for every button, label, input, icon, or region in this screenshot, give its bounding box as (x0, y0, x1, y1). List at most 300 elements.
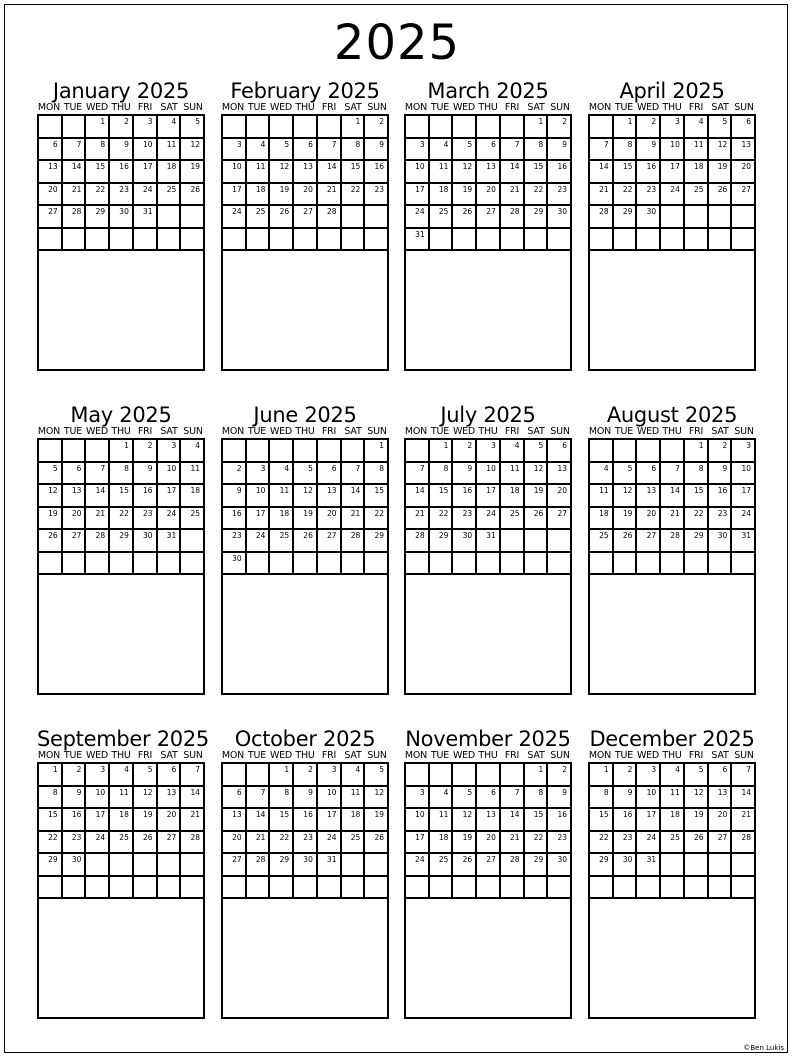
day-cell (181, 206, 205, 229)
day-cell (614, 116, 638, 139)
day-cell (548, 787, 572, 810)
day-cell (39, 463, 63, 486)
day-number: 12 (462, 810, 473, 819)
weekday-label: FRI (688, 102, 704, 113)
day-number: 6 (746, 117, 751, 126)
weekday-label: TUE (430, 750, 450, 761)
day-cell (477, 787, 501, 810)
day-number: 7 (76, 139, 82, 149)
day-number: 12 (622, 486, 633, 495)
day-number: 8 (603, 787, 609, 797)
day-cell (430, 161, 454, 184)
day-number: 21 (510, 184, 520, 194)
day-cell (270, 139, 294, 162)
day-number: 29 (622, 207, 633, 216)
day-number: 1 (124, 441, 129, 450)
day-cell (181, 184, 205, 207)
day-number: 22 (279, 832, 290, 842)
day-number: 27 (327, 531, 337, 540)
day-cell (86, 553, 110, 576)
day-number: 18 (438, 832, 449, 842)
day-number: 10 (327, 787, 337, 797)
day-cell (709, 809, 733, 832)
day-number: 12 (694, 787, 704, 797)
day-cell (181, 161, 205, 184)
day-number: 2 (76, 765, 82, 774)
day-number: 27 (486, 207, 496, 216)
day-cell (525, 809, 549, 832)
day-cell (661, 877, 685, 900)
day-cell (342, 809, 366, 832)
day-cell (39, 854, 63, 877)
day-number: 24 (166, 508, 177, 518)
weekday-header (588, 426, 756, 438)
weekday-label: MON (221, 750, 245, 761)
weekday-label: SAT (711, 750, 729, 761)
day-cell (406, 139, 430, 162)
day-number: 2 (467, 441, 473, 450)
day-cell (430, 485, 454, 508)
day-number: 18 (350, 810, 361, 819)
day-cell (709, 854, 733, 877)
day-cell (342, 854, 366, 877)
day-number: 4 (514, 441, 520, 450)
day-number: 26 (303, 531, 313, 540)
day-cell (453, 530, 477, 553)
day-number: 27 (646, 531, 657, 540)
day-cell (430, 553, 454, 576)
weekday-label: FRI (688, 750, 704, 761)
day-number: 2 (124, 117, 129, 126)
day-number: 13 (486, 162, 496, 171)
day-number: 13 (166, 787, 177, 797)
day-cell (223, 508, 247, 531)
day-cell (477, 116, 501, 139)
day-number: 15 (48, 810, 58, 819)
day-number: 17 (415, 184, 425, 194)
day-cell (590, 184, 614, 207)
day-cell (181, 809, 205, 832)
day-number: 24 (232, 207, 242, 216)
day-cell (525, 463, 549, 486)
day-cell (63, 809, 87, 832)
weekday-label: FRI (137, 102, 153, 113)
day-number: 26 (374, 832, 384, 842)
day-cell (525, 206, 549, 229)
day-cell (590, 485, 614, 508)
day-cell (247, 764, 271, 787)
day-cell (158, 116, 182, 139)
day-cell (223, 764, 247, 787)
day-cell (548, 530, 572, 553)
day-number: 8 (355, 139, 361, 149)
day-cell (342, 440, 366, 463)
day-number: 8 (443, 463, 449, 473)
day-number: 1 (627, 117, 633, 126)
month-title: April 2025 (619, 79, 725, 103)
day-number: 7 (100, 463, 106, 473)
day-cell (477, 764, 501, 787)
weekday-label: TUE (63, 102, 83, 113)
day-number: 29 (374, 531, 384, 540)
day-cell (365, 764, 389, 787)
day-cell (342, 463, 366, 486)
day-cell (732, 161, 756, 184)
day-number: 11 (190, 463, 200, 473)
month-title: August 2025 (606, 403, 738, 427)
day-number: 13 (232, 810, 242, 819)
day-number: 27 (717, 832, 728, 842)
day-cell (223, 832, 247, 855)
day-number: 26 (48, 531, 58, 540)
day-cell (181, 854, 205, 877)
day-cell (430, 139, 454, 162)
day-cell (158, 440, 182, 463)
day-cell (110, 530, 134, 553)
day-cell (318, 161, 342, 184)
day-cell (294, 787, 318, 810)
day-cell (158, 184, 182, 207)
day-number: 9 (627, 787, 633, 797)
day-number: 6 (722, 765, 728, 774)
day-cell (548, 206, 572, 229)
day-number: 15 (119, 486, 129, 495)
day-cell (501, 229, 525, 252)
day-cell (270, 463, 294, 486)
day-number: 6 (52, 139, 58, 149)
day-number: 9 (722, 463, 728, 473)
weekday-header (404, 750, 572, 762)
day-cell (453, 463, 477, 486)
weekday-label: TUE (63, 750, 83, 761)
day-cell (365, 877, 389, 900)
day-number: 21 (71, 184, 82, 194)
day-number: 12 (717, 139, 728, 149)
day-number: 22 (119, 508, 129, 518)
day-number: 6 (308, 139, 313, 149)
day-cell (453, 485, 477, 508)
day-number: 5 (284, 139, 290, 149)
weekday-label: FRI (504, 426, 520, 437)
day-cell (134, 116, 158, 139)
day-cell (63, 463, 87, 486)
day-number: 21 (255, 832, 266, 842)
day-cell (477, 161, 501, 184)
day-cell (406, 184, 430, 207)
day-number: 19 (190, 162, 200, 171)
weekday-label: TUE (614, 426, 634, 437)
day-number: 1 (100, 117, 106, 126)
day-cell (501, 854, 525, 877)
weekday-label: MON (37, 102, 61, 113)
day-cell (501, 139, 525, 162)
day-number: 15 (438, 486, 449, 495)
day-cell (685, 854, 709, 877)
day-cell (110, 161, 134, 184)
day-number: 13 (646, 486, 657, 495)
day-cell (39, 139, 63, 162)
day-number: 20 (717, 810, 728, 819)
weekday-header (404, 426, 572, 438)
day-number: 3 (746, 441, 751, 450)
day-cell (223, 877, 247, 900)
weekday-label: SUN (183, 750, 203, 761)
day-cell (223, 809, 247, 832)
day-number: 31 (741, 531, 751, 540)
day-cell (247, 139, 271, 162)
day-cell (685, 764, 709, 787)
day-cell (548, 764, 572, 787)
day-number: 20 (741, 162, 751, 171)
day-number: 3 (419, 139, 425, 149)
day-number: 23 (557, 832, 567, 842)
day-cell (63, 854, 87, 877)
day-cell (342, 787, 366, 810)
weekday-label: SAT (711, 426, 729, 437)
day-cell (637, 485, 661, 508)
day-cell (365, 206, 389, 229)
day-number: 12 (143, 787, 153, 797)
weekday-label: THU (662, 102, 682, 113)
day-number: 8 (538, 139, 544, 149)
day-cell (732, 832, 756, 855)
day-number: 21 (741, 810, 751, 819)
day-cell (318, 440, 342, 463)
day-cell (590, 206, 614, 229)
day-number: 24 (415, 855, 425, 864)
day-cell (501, 116, 525, 139)
day-number: 10 (95, 787, 106, 797)
day-number: 18 (190, 486, 200, 495)
day-cell (134, 206, 158, 229)
day-number: 10 (143, 139, 153, 149)
day-cell (548, 184, 572, 207)
day-cell (709, 877, 733, 900)
day-cell (63, 877, 87, 900)
day-number: 2 (236, 463, 242, 473)
day-number: 11 (279, 486, 290, 495)
day-cell (501, 485, 525, 508)
day-number: 5 (379, 765, 384, 774)
day-cell (39, 206, 63, 229)
day-number: 21 (415, 508, 425, 518)
day-cell (110, 184, 134, 207)
day-cell (134, 485, 158, 508)
day-number: 5 (52, 463, 58, 473)
day-number: 16 (557, 810, 567, 819)
day-cell (406, 161, 430, 184)
day-grid (404, 114, 572, 251)
day-number: 28 (741, 832, 751, 842)
day-cell (223, 161, 247, 184)
day-cell (525, 440, 549, 463)
day-number: 1 (538, 765, 544, 774)
day-cell (270, 184, 294, 207)
day-number: 30 (622, 855, 633, 864)
day-cell (453, 508, 477, 531)
day-cell (110, 832, 134, 855)
day-cell (110, 485, 134, 508)
day-cell (661, 206, 685, 229)
day-number: 28 (510, 855, 520, 864)
day-cell (223, 553, 247, 576)
weekday-label: TUE (63, 426, 83, 437)
day-number: 15 (374, 486, 384, 495)
day-cell (501, 787, 525, 810)
weekday-label: MON (588, 750, 612, 761)
day-cell (223, 463, 247, 486)
day-number: 20 (166, 810, 177, 819)
day-number: 30 (71, 855, 82, 864)
day-cell (501, 463, 525, 486)
day-cell (86, 116, 110, 139)
day-number: 4 (675, 765, 680, 774)
weekday-label: MON (221, 426, 245, 437)
day-number: 19 (462, 184, 473, 194)
weekday-label: WED (85, 102, 109, 113)
day-cell (477, 832, 501, 855)
day-cell (294, 854, 318, 877)
weekday-label: FRI (504, 102, 520, 113)
day-number: 6 (491, 139, 496, 149)
day-cell (86, 764, 110, 787)
day-cell (406, 809, 430, 832)
day-cell (732, 116, 756, 139)
day-number: 26 (622, 531, 633, 540)
day-number: 19 (462, 832, 473, 842)
month-block (221, 78, 389, 371)
weekday-header (221, 426, 389, 438)
day-cell (501, 440, 525, 463)
day-cell (86, 139, 110, 162)
day-number: 22 (95, 184, 106, 194)
day-cell (342, 206, 366, 229)
weekday-label: TUE (614, 102, 634, 113)
day-number: 13 (327, 486, 337, 495)
day-cell (406, 877, 430, 900)
day-number: 24 (486, 508, 496, 518)
weekday-label: TUE (614, 750, 634, 761)
day-cell (661, 184, 685, 207)
day-cell (342, 485, 366, 508)
day-number: 16 (717, 486, 728, 495)
day-number: 22 (533, 184, 544, 194)
day-number: 23 (462, 508, 473, 518)
weekday-label: SAT (160, 102, 178, 113)
day-cell (365, 485, 389, 508)
weekday-label: WED (636, 426, 660, 437)
day-cell (732, 809, 756, 832)
day-cell (590, 463, 614, 486)
day-cell (525, 184, 549, 207)
day-cell (637, 809, 661, 832)
day-number: 8 (284, 787, 290, 797)
day-cell (158, 206, 182, 229)
day-number: 13 (717, 787, 728, 797)
day-cell (86, 530, 110, 553)
day-cell (110, 139, 134, 162)
day-number: 27 (232, 855, 242, 864)
day-number: 31 (486, 531, 496, 540)
day-cell (39, 508, 63, 531)
day-number: 19 (694, 810, 704, 819)
day-number: 26 (717, 184, 728, 194)
day-cell (270, 440, 294, 463)
day-number: 9 (562, 787, 567, 797)
day-cell (548, 877, 572, 900)
weekday-label: SAT (344, 102, 362, 113)
day-cell (247, 161, 271, 184)
weekday-label: FRI (321, 750, 337, 761)
day-cell (63, 787, 87, 810)
day-cell (501, 553, 525, 576)
day-cell (453, 832, 477, 855)
day-cell (453, 116, 477, 139)
day-cell (614, 877, 638, 900)
day-number: 1 (355, 117, 361, 126)
month-block (221, 726, 389, 1019)
day-number: 1 (379, 441, 384, 450)
day-cell (294, 229, 318, 252)
day-cell (63, 508, 87, 531)
month-title: February 2025 (230, 79, 380, 103)
day-number: 5 (147, 765, 153, 774)
day-number: 30 (557, 855, 567, 864)
day-cell (453, 184, 477, 207)
day-number: 17 (232, 184, 242, 194)
day-number: 3 (171, 441, 177, 450)
day-cell (365, 508, 389, 531)
day-number: 2 (308, 765, 313, 774)
day-number: 24 (143, 184, 153, 194)
month-block (37, 726, 209, 1019)
weekday-label: THU (662, 426, 682, 437)
day-number: 31 (327, 855, 337, 864)
weekday-header (588, 102, 756, 114)
day-cell (86, 229, 110, 252)
day-grid (221, 762, 389, 899)
day-cell (318, 184, 342, 207)
day-cell (39, 809, 63, 832)
day-number: 24 (415, 207, 425, 216)
weekday-header (37, 426, 205, 438)
day-number: 20 (486, 184, 496, 194)
day-cell (525, 161, 549, 184)
day-cell (318, 116, 342, 139)
day-cell (661, 440, 685, 463)
day-cell (685, 139, 709, 162)
day-cell (548, 139, 572, 162)
day-number: 27 (557, 508, 567, 518)
day-cell (247, 854, 271, 877)
day-number: 10 (232, 162, 242, 171)
month-title: November 2025 (405, 727, 571, 751)
day-number: 18 (670, 810, 680, 819)
weekday-label: WED (85, 750, 109, 761)
day-cell (223, 485, 247, 508)
day-number: 3 (147, 117, 153, 126)
day-number: 22 (374, 508, 384, 518)
day-cell (342, 184, 366, 207)
day-cell (661, 787, 685, 810)
day-number: 28 (71, 207, 82, 216)
day-cell (590, 809, 614, 832)
day-number: 28 (190, 832, 200, 842)
day-grid (37, 438, 205, 575)
day-cell (158, 832, 182, 855)
day-cell (247, 116, 271, 139)
day-number: 28 (670, 531, 680, 540)
